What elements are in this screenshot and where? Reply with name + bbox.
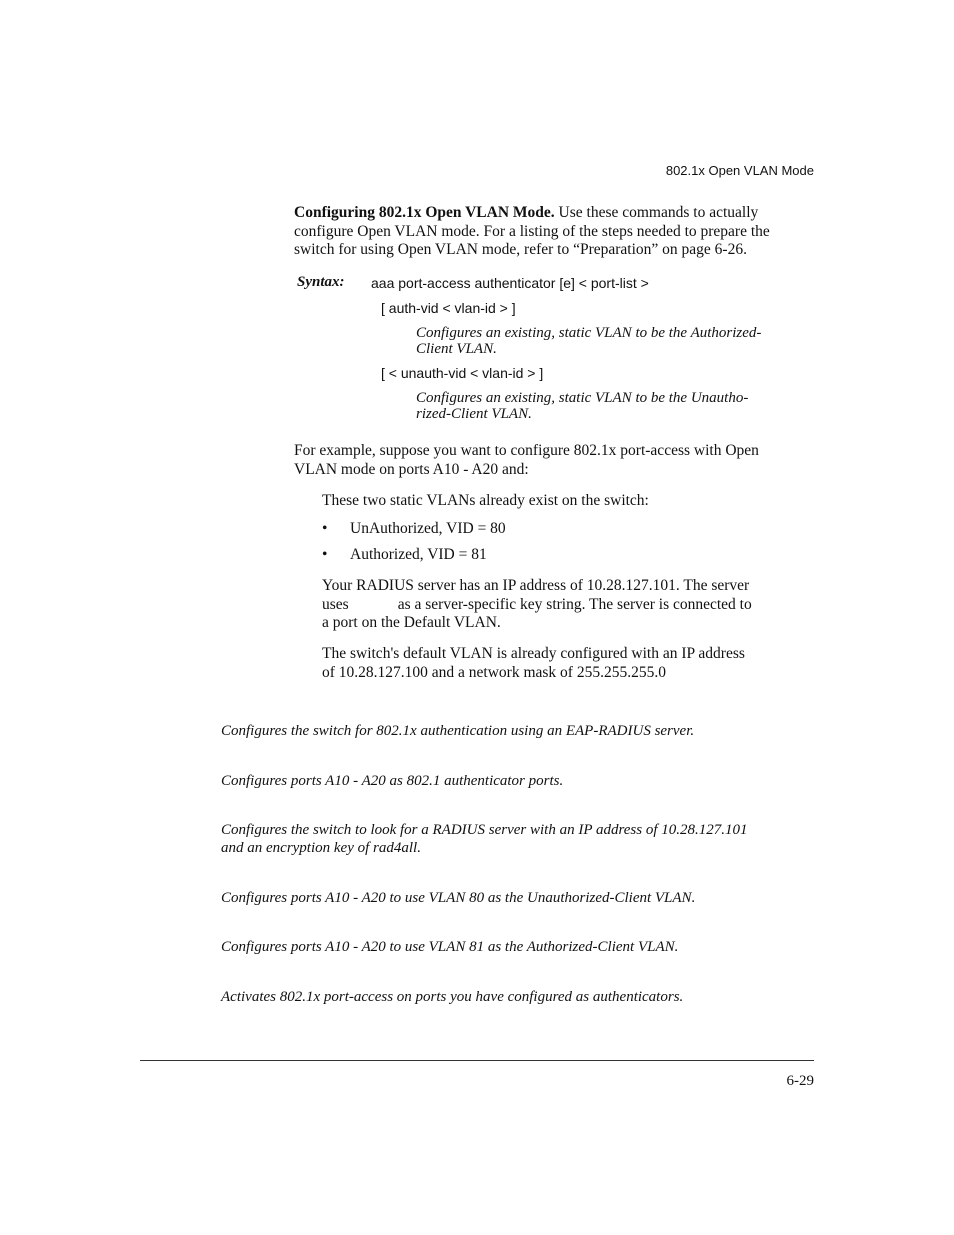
syntax-label: Syntax: <box>297 274 345 290</box>
intro-line-1: Use these commands to actually <box>558 204 759 221</box>
footer-divider <box>140 1060 814 1061</box>
example-paragraph <box>294 442 816 479</box>
bullet-item <box>322 520 506 538</box>
note-authenticator-ports: Configures ports A10 - A20 as 802.1 authenticator ports. <box>221 773 564 789</box>
page-number: 6-29 <box>786 1073 814 1089</box>
bullet-icon: • <box>322 520 328 537</box>
bullet-item <box>322 546 487 564</box>
vlans-intro: These two static VLANs already exist on the switch: <box>322 492 649 509</box>
unauth-vid-option: [ < unauth-vid < vlan-id > ] <box>381 365 544 381</box>
bullet-text: UnAuthorized, VID = 80 <box>350 520 506 537</box>
radius-paragraph <box>322 577 792 633</box>
auth-vid-option: [ auth-vid < vlan-id > ] <box>381 300 516 316</box>
intro-paragraph <box>294 204 816 260</box>
note-activate: Activates 802.1x port-access on ports you have configured as authenticators. <box>221 989 684 1005</box>
note-radius-line-1: Configures the switch to look for a RADIUS server with an IP address of 10.28.127.101 <box>221 822 748 838</box>
unauth-vid-desc-line-2: rized-Client VLAN. <box>416 406 532 422</box>
note-radius-server <box>221 821 821 857</box>
unauth-vid-description <box>416 390 816 422</box>
example-line-2: VLAN mode on ports A10 - A20 and: <box>294 460 529 478</box>
radius-line-3: a port on the Default VLAN. <box>322 614 501 631</box>
default-line-1: The switch's default VLAN is already configured with an IP address <box>322 645 745 662</box>
bullet-icon: • <box>322 546 328 563</box>
radius-line-2-start: uses <box>322 595 349 613</box>
unauth-vid-desc-line-1: Configures an existing, static VLAN to be the Unautho- <box>416 390 749 406</box>
note-radius-line-2: and an encryption key of rad4all. <box>221 840 421 856</box>
syntax-command: aaa port-access authenticator [e] < port-list > <box>371 275 649 291</box>
running-header: 802.1x Open VLAN Mode <box>665 163 814 178</box>
note-unauth-vlan: Configures ports A10 - A20 to use VLAN 80 as the Unauthorized-Client VLAN. <box>221 890 696 906</box>
intro-line-3: switch for using Open VLAN mode, refer to “Preparation” on page 6-26. <box>294 241 747 258</box>
auth-vid-description <box>416 325 816 357</box>
example-line-1: For example, suppose you want to configure 802.1x port-access with Open <box>294 442 759 459</box>
default-vlan-paragraph <box>322 645 792 682</box>
default-line-2: of 10.28.127.100 and a network mask of 255.255.255.0 <box>322 663 666 681</box>
bullet-text: Authorized, VID = 81 <box>350 546 487 563</box>
note-auth-vlan: Configures ports A10 - A20 to use VLAN 81 as the Authorized-Client VLAN. <box>221 939 679 955</box>
radius-line-2-end: as a server-specific key string. The server is connected to <box>397 595 752 613</box>
radius-line-1: Your RADIUS server has an IP address of 10.28.127.101. The server <box>322 577 750 594</box>
intro-line-2: configure Open VLAN mode. For a listing of the steps needed to prepare the <box>294 222 770 240</box>
section-heading: Configuring 802.1x Open VLAN Mode. <box>294 204 555 221</box>
note-authentication: Configures the switch for 802.1x authentication using an EAP-RADIUS server. <box>221 723 695 739</box>
auth-vid-desc-line-1: Configures an existing, static VLAN to be the Authorized- <box>416 325 762 341</box>
auth-vid-desc-line-2: Client VLAN. <box>416 341 497 357</box>
